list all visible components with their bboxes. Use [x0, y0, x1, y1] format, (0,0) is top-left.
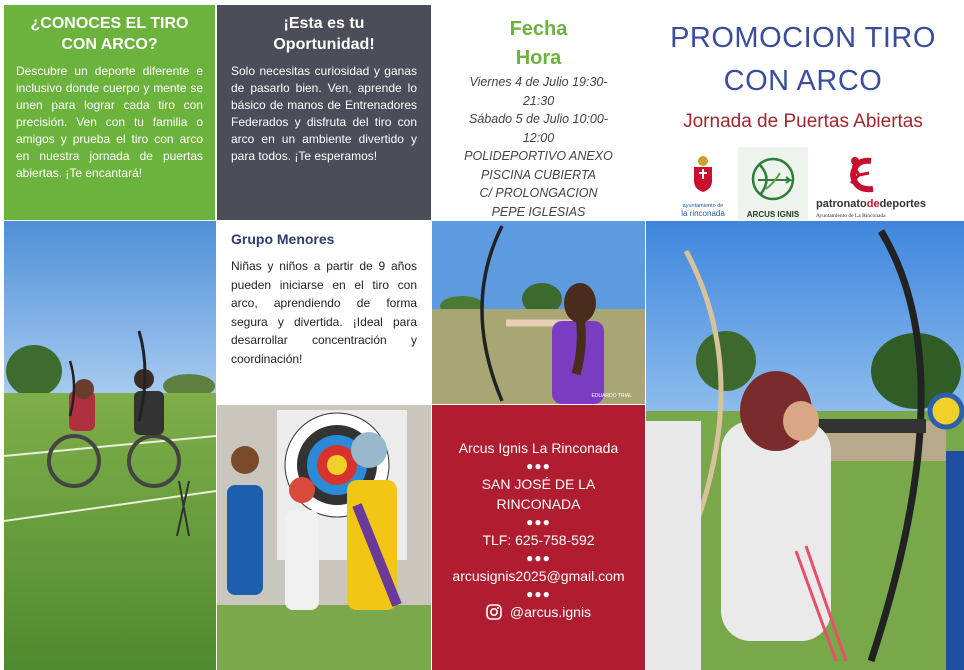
intro-text: Descubre un deporte diferente e inclusivo donde cuerpo y mente se unen para lograr cada tiro con precisión. Ven con tu familia o amigos y prueba el tiro con arco en nuestra jornada de puertas abiertas. ¡Te encantará!	[16, 64, 203, 180]
separator-dots: ●●●	[526, 515, 551, 529]
email-address: arcusignis2025@gmail.com	[452, 568, 625, 584]
promo-subtitle: Jornada de Puertas Abiertas	[683, 111, 923, 132]
promo-title-panel	[646, 5, 960, 220]
venue-line: POLIDEPORTIVO ANEXO	[464, 149, 613, 163]
menores-panel	[217, 221, 431, 405]
rinconada-logo-bottom: la rinconada	[681, 209, 725, 218]
wheelchair-archers-photo	[4, 221, 216, 670]
promo-title-line2: CON ARCO	[723, 65, 883, 97]
schedule-line: Viernes 4 de Julio 19:30-	[469, 75, 608, 89]
young-archer-photo	[432, 221, 645, 404]
schedule-date-heading: Fecha	[509, 18, 568, 40]
adult-archer-photo	[646, 221, 964, 670]
separator-dots: ●●●	[526, 459, 551, 473]
schedule-line: 12:00	[522, 130, 555, 145]
schedule-line: 21:30	[522, 93, 555, 108]
opportunity-panel	[217, 5, 431, 220]
patronato-logo	[816, 157, 926, 219]
arcus-ignis-logo-text: ARCUS IGNIS	[746, 210, 800, 219]
promo-title-line1: PROMOCION TIRO	[670, 22, 936, 54]
club-name: Arcus Ignis La Rinconada	[458, 440, 619, 456]
address-line: RINCONADA	[496, 496, 581, 512]
instagram-row	[432, 602, 645, 622]
schedule-panel	[432, 5, 645, 220]
promo-title	[646, 17, 960, 103]
rinconada-logo	[681, 156, 725, 218]
schedule-time-heading: Hora	[515, 47, 562, 69]
venue-line: PEPE IGLESIAS	[491, 204, 586, 219]
separator-dots: ●●●	[526, 587, 551, 601]
opportunity-text: Solo necesitas curiosidad y ganas de pasarlo bien. Ven, aprende lo básico de manos de Entrenadores Federados y disfruta del tiro con arco en un ambiente divertido y para todos. ¡Te esperamos!	[231, 64, 417, 163]
phone-number: TLF: 625-758-592	[482, 532, 595, 548]
intro-panel	[4, 5, 215, 220]
intro-title: ¿CONOCES EL TIRO CON ARCO?	[30, 15, 189, 53]
patronato-logo-text: patronatodedeportes	[816, 198, 927, 210]
schedule-line: Sábado 5 de Julio 10:00-	[469, 112, 608, 126]
rinconada-logo-top: ayuntamiento de	[682, 203, 724, 209]
venue-line: C/ PROLONGACION	[479, 186, 598, 200]
separator-dots: ●●●	[526, 551, 551, 565]
instagram-handle: @arcus.ignis	[509, 604, 592, 620]
sponsor-logos	[666, 147, 944, 220]
address-line: SAN JOSÉ DE LA	[481, 476, 596, 492]
patronato-logo-sub: Ayuntamiento de La Rinconada	[816, 213, 886, 219]
menores-title: Grupo Menores	[231, 231, 335, 247]
arcus-ignis-logo	[738, 147, 808, 220]
kids-at-target-photo	[217, 405, 431, 670]
instagram-icon	[486, 604, 502, 620]
opportunity-title: ¡Esta es tu Oportunidad!	[273, 15, 375, 53]
contact-panel	[432, 405, 645, 670]
venue-line: PISCINA CUBIERTA	[480, 167, 597, 182]
photo-credit: EDUARDO TRIAL	[591, 393, 632, 399]
menores-text: Niñas y niños a partir de 9 años pueden iniciarse en el tiro con arco, aprendiendo de forma segura y divertida. ¡Ideal para desarrollar concentración y coordinación!	[231, 259, 417, 366]
